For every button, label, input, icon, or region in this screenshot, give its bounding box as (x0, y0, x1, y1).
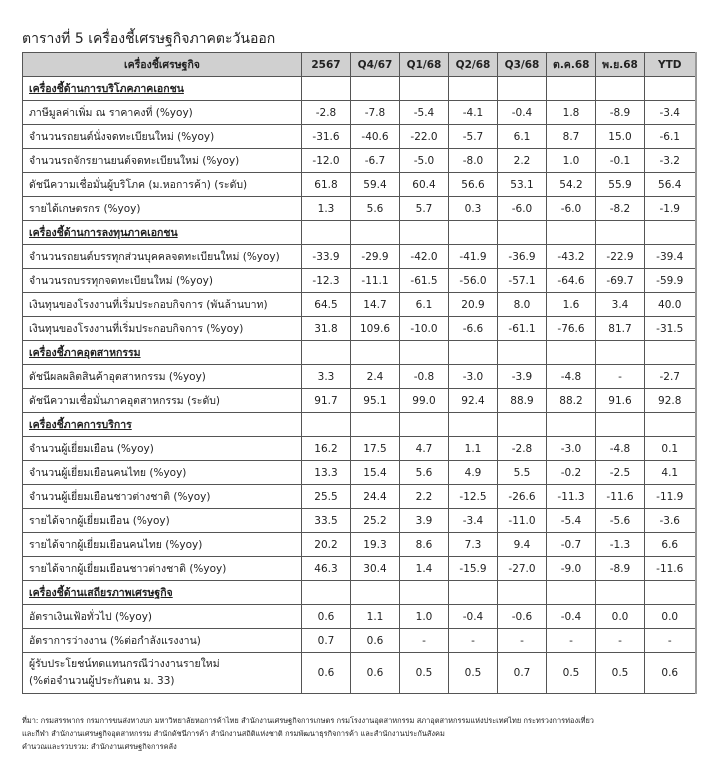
value-cell: -6.6 (449, 317, 498, 341)
value-cell: -31.6 (302, 125, 351, 149)
value-cell: 0.5 (400, 653, 449, 694)
value-cell: 0.0 (596, 605, 645, 629)
indicator-label: ดัชนีความเชื่อมั่นผู้บริโภค (ม.หอการค้า) (ระดับ) (23, 173, 302, 197)
value-cell (547, 581, 596, 605)
indicator-label: จำนวนรถบรรทุกจดทะเบียนใหม่ (%yoy) (23, 269, 302, 293)
table-row (23, 197, 696, 221)
value-cell: 0.6 (351, 629, 400, 653)
value-cell: 0.7 (498, 653, 547, 694)
value-cell (596, 413, 645, 437)
value-cell: 88.2 (547, 389, 596, 413)
section-header-row (23, 221, 696, 245)
value-cell: -59.9 (645, 269, 696, 293)
value-cell: 8.6 (400, 533, 449, 557)
value-cell: -41.9 (449, 245, 498, 269)
value-cell: 81.7 (596, 317, 645, 341)
value-cell: -43.2 (547, 245, 596, 269)
value-cell: -3.6 (645, 509, 696, 533)
value-cell: -3.9 (498, 365, 547, 389)
value-cell: 17.5 (351, 437, 400, 461)
value-cell (645, 581, 696, 605)
value-cell: 0.3 (449, 197, 498, 221)
value-cell: 1.3 (302, 197, 351, 221)
value-cell: 6.6 (645, 533, 696, 557)
indicator-label: รายได้จากผู้เยี่ยมเยือนคนไทย (%yoy) (23, 533, 302, 557)
value-cell: 1.0 (547, 149, 596, 173)
value-cell: -1.3 (596, 533, 645, 557)
value-cell: -69.7 (596, 269, 645, 293)
value-cell: - (547, 629, 596, 653)
value-cell: 2.2 (400, 485, 449, 509)
value-cell: 15.0 (596, 125, 645, 149)
value-cell: 46.3 (302, 557, 351, 581)
value-cell: -0.4 (449, 605, 498, 629)
value-cell (645, 77, 696, 101)
value-cell: 0.6 (645, 653, 696, 694)
value-cell: -2.8 (302, 101, 351, 125)
value-cell: -8.9 (596, 557, 645, 581)
value-cell: - (498, 629, 547, 653)
value-cell: 59.4 (351, 173, 400, 197)
indicator-label: จำนวนผู้เยี่ยมเยือนชาวต่างชาติ (%yoy) (23, 485, 302, 509)
value-cell: -4.8 (596, 437, 645, 461)
value-cell (645, 221, 696, 245)
value-cell: -15.9 (449, 557, 498, 581)
indicator-label: จำนวนผู้เยี่ยมเยือน (%yoy) (23, 437, 302, 461)
value-cell: 88.9 (498, 389, 547, 413)
value-cell: -2.7 (645, 365, 696, 389)
indicator-label: เงินทุนของโรงงานที่เริ่มประกอบกิจการ (พันล้านบาท) (23, 293, 302, 317)
value-cell (449, 581, 498, 605)
value-cell: 4.9 (449, 461, 498, 485)
table-row (23, 149, 696, 173)
table-row (23, 293, 696, 317)
value-cell: - (645, 629, 696, 653)
header-oct-68: ต.ค.68 (547, 53, 596, 77)
indicator-label: ดัชนีความเชื่อมั่นภาคอุตสาหกรรม (ระดับ) (23, 389, 302, 413)
value-cell: 55.9 (596, 173, 645, 197)
indicator-label (23, 653, 302, 694)
value-cell: 20.9 (449, 293, 498, 317)
header-q4-67: Q4/67 (351, 53, 400, 77)
value-cell: 3.3 (302, 365, 351, 389)
value-cell (302, 581, 351, 605)
value-cell: -61.1 (498, 317, 547, 341)
value-cell: 109.6 (351, 317, 400, 341)
value-cell: -22.9 (596, 245, 645, 269)
value-cell: 0.5 (547, 653, 596, 694)
value-cell (547, 341, 596, 365)
value-cell: 15.4 (351, 461, 400, 485)
value-cell (498, 77, 547, 101)
value-cell: -2.8 (498, 437, 547, 461)
section-title: เครื่องชี้ด้านการบริโภคภาคเอกชน (23, 77, 302, 101)
value-cell (498, 413, 547, 437)
value-cell: 5.7 (400, 197, 449, 221)
value-cell: -3.4 (449, 509, 498, 533)
table-row (23, 101, 696, 125)
value-cell: -0.4 (498, 101, 547, 125)
value-cell (596, 221, 645, 245)
value-cell: 0.0 (645, 605, 696, 629)
value-cell: 7.3 (449, 533, 498, 557)
value-cell: -26.6 (498, 485, 547, 509)
value-cell: -0.4 (547, 605, 596, 629)
value-cell (547, 221, 596, 245)
value-cell: 0.5 (596, 653, 645, 694)
header-ytd: YTD (645, 53, 696, 77)
value-cell: 8.0 (498, 293, 547, 317)
value-cell: -31.5 (645, 317, 696, 341)
value-cell: -0.1 (596, 149, 645, 173)
value-cell: 5.6 (400, 461, 449, 485)
value-cell: 4.7 (400, 437, 449, 461)
indicator-label: รายได้จากผู้เยี่ยมเยือนชาวต่างชาติ (%yoy) (23, 557, 302, 581)
value-cell: 1.4 (400, 557, 449, 581)
value-cell (449, 341, 498, 365)
table-row (23, 437, 696, 461)
value-cell: -12.3 (302, 269, 351, 293)
value-cell: -22.0 (400, 125, 449, 149)
table-row (23, 269, 696, 293)
value-cell: -2.5 (596, 461, 645, 485)
header-nov-68: พ.ย.68 (596, 53, 645, 77)
value-cell (351, 221, 400, 245)
value-cell: - (596, 629, 645, 653)
value-cell: 4.1 (645, 461, 696, 485)
section-title: เครื่องชี้ด้านการลงทุนภาคเอกชน (23, 221, 302, 245)
value-cell: -6.7 (351, 149, 400, 173)
value-cell: -5.4 (400, 101, 449, 125)
value-cell: -10.0 (400, 317, 449, 341)
source-notes (22, 714, 712, 753)
table-row (23, 365, 696, 389)
value-cell: -5.7 (449, 125, 498, 149)
section-header-row (23, 413, 696, 437)
value-cell: 91.6 (596, 389, 645, 413)
value-cell: -4.1 (449, 101, 498, 125)
value-cell (596, 341, 645, 365)
value-cell: -11.9 (645, 485, 696, 509)
value-cell: -11.6 (596, 485, 645, 509)
value-cell: 92.8 (645, 389, 696, 413)
value-cell (645, 413, 696, 437)
value-cell (449, 221, 498, 245)
value-cell (645, 341, 696, 365)
value-cell: -3.0 (449, 365, 498, 389)
table-row (23, 509, 696, 533)
value-cell: 0.6 (302, 653, 351, 694)
value-cell: -11.1 (351, 269, 400, 293)
section-title: เครื่องชี้ด้านเสถียรภาพเศรษฐกิจ (23, 581, 302, 605)
value-cell: 20.2 (302, 533, 351, 557)
value-cell (498, 581, 547, 605)
section-title: เครื่องชี้ภาคอุตสาหกรรม (23, 341, 302, 365)
value-cell: -0.2 (547, 461, 596, 485)
value-cell (351, 413, 400, 437)
table-row (23, 485, 696, 509)
value-cell: -4.8 (547, 365, 596, 389)
value-cell: -39.4 (645, 245, 696, 269)
value-cell: -6.1 (645, 125, 696, 149)
header-row (23, 53, 696, 77)
value-cell: 3.4 (596, 293, 645, 317)
value-cell: -1.9 (645, 197, 696, 221)
value-cell (400, 413, 449, 437)
value-cell: -7.8 (351, 101, 400, 125)
table-row (23, 653, 696, 694)
header-2567: 2567 (302, 53, 351, 77)
table-row (23, 605, 696, 629)
value-cell: -42.0 (400, 245, 449, 269)
value-cell (302, 341, 351, 365)
value-cell: -0.7 (547, 533, 596, 557)
value-cell: 25.5 (302, 485, 351, 509)
table-row (23, 245, 696, 269)
value-cell: -3.0 (547, 437, 596, 461)
value-cell: 99.0 (400, 389, 449, 413)
value-cell: -27.0 (498, 557, 547, 581)
table-row (23, 533, 696, 557)
value-cell: 91.7 (302, 389, 351, 413)
value-cell: -8.9 (596, 101, 645, 125)
indicator-label: รายได้เกษตรกร (%yoy) (23, 197, 302, 221)
value-cell: 56.4 (645, 173, 696, 197)
value-cell (596, 581, 645, 605)
table-row (23, 173, 696, 197)
value-cell (400, 77, 449, 101)
value-cell: 13.3 (302, 461, 351, 485)
value-cell: -12.0 (302, 149, 351, 173)
value-cell: 0.7 (302, 629, 351, 653)
value-cell: 5.5 (498, 461, 547, 485)
table-row (23, 389, 696, 413)
table-row (23, 125, 696, 149)
value-cell: 8.7 (547, 125, 596, 149)
value-cell: 60.4 (400, 173, 449, 197)
value-cell: - (449, 629, 498, 653)
value-cell (302, 77, 351, 101)
economic-indicators-table (22, 52, 697, 694)
indicator-label: เงินทุนของโรงงานที่เริ่มประกอบกิจการ (%yoy) (23, 317, 302, 341)
value-cell: 1.6 (547, 293, 596, 317)
value-cell: -29.9 (351, 245, 400, 269)
value-cell: 0.6 (351, 653, 400, 694)
value-cell (302, 221, 351, 245)
value-cell: -5.6 (596, 509, 645, 533)
value-cell (400, 581, 449, 605)
indicator-label: ดัชนีผลผลิตสินค้าอุตสาหกรรม (%yoy) (23, 365, 302, 389)
value-cell: 56.6 (449, 173, 498, 197)
value-cell: -12.5 (449, 485, 498, 509)
value-cell: -11.3 (547, 485, 596, 509)
value-cell: -56.0 (449, 269, 498, 293)
value-cell: -3.4 (645, 101, 696, 125)
value-cell (302, 413, 351, 437)
value-cell: -3.2 (645, 149, 696, 173)
value-cell: 19.3 (351, 533, 400, 557)
value-cell: -5.0 (400, 149, 449, 173)
value-cell: 1.0 (400, 605, 449, 629)
indicator-label-line-1: ผู้รับประโยชน์ทดแทนกรณีว่างงานรายใหม่ (29, 658, 220, 670)
value-cell (351, 77, 400, 101)
value-cell: 92.4 (449, 389, 498, 413)
value-cell: -0.8 (400, 365, 449, 389)
value-cell: -11.0 (498, 509, 547, 533)
value-cell: -64.6 (547, 269, 596, 293)
value-cell: -57.1 (498, 269, 547, 293)
value-cell: 53.1 (498, 173, 547, 197)
value-cell: -6.0 (547, 197, 596, 221)
indicator-label: อัตราการว่างงาน (%ต่อกำลังแรงงาน) (23, 629, 302, 653)
header-q1-68: Q1/68 (400, 53, 449, 77)
value-cell: 95.1 (351, 389, 400, 413)
value-cell: -61.5 (400, 269, 449, 293)
value-cell: 1.8 (547, 101, 596, 125)
value-cell: 54.2 (547, 173, 596, 197)
value-cell (449, 413, 498, 437)
value-cell: 2.2 (498, 149, 547, 173)
indicator-label: อัตราเงินเฟ้อทั่วไป (%yoy) (23, 605, 302, 629)
indicator-label: รายได้จากผู้เยี่ยมเยือน (%yoy) (23, 509, 302, 533)
value-cell (596, 77, 645, 101)
value-cell: 30.4 (351, 557, 400, 581)
value-cell: -36.9 (498, 245, 547, 269)
table-row (23, 317, 696, 341)
value-cell (498, 221, 547, 245)
value-cell: -40.6 (351, 125, 400, 149)
indicator-label: จำนวนรถยนต์นั่งจดทะเบียนใหม่ (%yoy) (23, 125, 302, 149)
value-cell: 33.5 (302, 509, 351, 533)
table-title: ตารางที่ 5 เครื่องชี้เศรษฐกิจภาคตะวันออก (22, 31, 276, 47)
value-cell (400, 341, 449, 365)
value-cell: 25.2 (351, 509, 400, 533)
indicator-label: จำนวนรถจักรยานยนต์จดทะเบียนใหม่ (%yoy) (23, 149, 302, 173)
value-cell: 6.1 (400, 293, 449, 317)
value-cell (351, 341, 400, 365)
value-cell: -8.2 (596, 197, 645, 221)
header-indicator: เครื่องชี้เศรษฐกิจ (23, 53, 302, 77)
table-row (23, 557, 696, 581)
value-cell: 2.4 (351, 365, 400, 389)
value-cell (547, 77, 596, 101)
source-note-line-2: และกีฬา สำนักงานเศรษฐกิจอุตสาหกรรม สำนักดัชนีการค้า สำนักงานสถิติแห่งชาติ กรมพัฒนาธุรกิจการค้า และสำนักงานประกันสังคม (22, 729, 445, 738)
value-cell (449, 77, 498, 101)
header-q3-68: Q3/68 (498, 53, 547, 77)
section-header-row (23, 341, 696, 365)
value-cell: 5.6 (351, 197, 400, 221)
value-cell: 61.8 (302, 173, 351, 197)
value-cell: -11.6 (645, 557, 696, 581)
value-cell: -33.9 (302, 245, 351, 269)
table-row (23, 461, 696, 485)
indicator-label: จำนวนผู้เยี่ยมเยือนคนไทย (%yoy) (23, 461, 302, 485)
section-title: เครื่องชี้ภาคการบริการ (23, 413, 302, 437)
indicator-label: ภาษีมูลค่าเพิ่ม ณ ราคาคงที่ (%yoy) (23, 101, 302, 125)
value-cell: 9.4 (498, 533, 547, 557)
source-note-line-1: ที่มา: กรมสรรพากร กรมการขนส่งทางบก มหาวิทยาลัยหอการค้าไทย สำนักงานเศรษฐกิจการเกษตร กรมโรงงานอุตสาหกรรม สภาอุตสาหกรรมแห่งประเทศไทย กระทรวงการท่องเที่ยว (22, 716, 594, 725)
value-cell: 31.8 (302, 317, 351, 341)
value-cell: 0.6 (302, 605, 351, 629)
value-cell (400, 221, 449, 245)
value-cell (351, 581, 400, 605)
value-cell: 3.9 (400, 509, 449, 533)
value-cell: -76.6 (547, 317, 596, 341)
value-cell: 1.1 (351, 605, 400, 629)
value-cell: -5.4 (547, 509, 596, 533)
indicator-label-line-2: (%ต่อจำนวนผู้ประกันตน ม. 33) (29, 675, 175, 687)
value-cell: 0.1 (645, 437, 696, 461)
value-cell: 1.1 (449, 437, 498, 461)
value-cell: 16.2 (302, 437, 351, 461)
value-cell: 64.5 (302, 293, 351, 317)
source-note-line-3: คำนวณและรวบรวม: สำนักงานเศรษฐกิจการคลัง (22, 742, 177, 751)
value-cell: 0.5 (449, 653, 498, 694)
value-cell: 40.0 (645, 293, 696, 317)
header-q2-68: Q2/68 (449, 53, 498, 77)
value-cell: -8.0 (449, 149, 498, 173)
section-header-row (23, 581, 696, 605)
value-cell: -6.0 (498, 197, 547, 221)
value-cell: -0.6 (498, 605, 547, 629)
value-cell: 6.1 (498, 125, 547, 149)
indicator-label: จำนวนรถยนต์บรรทุกส่วนบุคคลจดทะเบียนใหม่ (%yoy) (23, 245, 302, 269)
value-cell: - (400, 629, 449, 653)
table-row (23, 629, 696, 653)
value-cell: 24.4 (351, 485, 400, 509)
section-header-row (23, 77, 696, 101)
value-cell: -9.0 (547, 557, 596, 581)
value-cell: - (596, 365, 645, 389)
value-cell (498, 341, 547, 365)
value-cell: 14.7 (351, 293, 400, 317)
value-cell (547, 413, 596, 437)
